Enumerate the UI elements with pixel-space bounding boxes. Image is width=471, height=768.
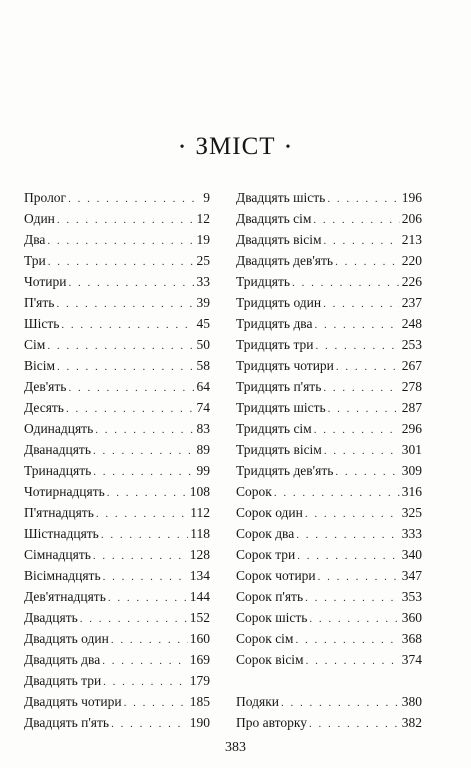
dot-leader [335, 462, 399, 483]
toc-entry [24, 418, 210, 439]
toc-entry-page: 296 [401, 421, 422, 436]
toc-entry [24, 187, 210, 208]
dot-leader [93, 462, 194, 483]
toc-entry [236, 229, 422, 250]
dot-leader [108, 588, 188, 609]
dot-leader [324, 441, 400, 462]
toc-entry [236, 649, 422, 670]
toc-entry-label: Сорок три [236, 547, 296, 562]
toc-entry-page: 206 [401, 211, 422, 226]
toc-entry-page: 196 [401, 190, 422, 205]
toc-entry-page: 267 [401, 358, 422, 373]
dot-leader [93, 546, 188, 567]
toc-entry-label: Сім [24, 337, 46, 352]
toc-entry-page: 128 [189, 547, 210, 562]
dot-leader [309, 609, 399, 630]
toc-entry [236, 523, 422, 544]
toc-entry-label: Про авторку [236, 715, 307, 730]
toc-entry [24, 439, 210, 460]
toc-entry-label: Тридцять три [236, 337, 314, 352]
toc-entry [24, 628, 210, 649]
dot-leader [297, 546, 400, 567]
dot-leader [327, 189, 399, 210]
toc-entry-label: Тридцять шість [236, 400, 326, 415]
toc-entry [24, 481, 210, 502]
toc-entry [236, 586, 422, 607]
toc-entry-page: 301 [401, 442, 422, 457]
toc-entry-page: 83 [196, 421, 210, 436]
toc-entry [236, 460, 422, 481]
toc-entry [24, 208, 210, 229]
toc-entry-label: Дванадцять [24, 442, 91, 457]
toc-entry [236, 544, 422, 565]
toc-entry-label: Тридцять п'ять [236, 379, 322, 394]
toc-entry [236, 334, 422, 355]
dot-leader [314, 420, 400, 441]
toc-entry-page: 325 [401, 505, 422, 520]
dot-leader [107, 483, 188, 504]
dot-leader [68, 378, 194, 399]
toc-entry-page: 374 [401, 652, 422, 667]
toc-entry [236, 208, 422, 229]
dot-leader [315, 315, 400, 336]
dot-leader [56, 294, 194, 315]
dot-leader [48, 252, 195, 273]
toc-entry-page: 190 [189, 715, 210, 730]
toc-entry-page: 237 [401, 295, 422, 310]
toc-entry-label: Тринадцять [24, 463, 92, 478]
toc-entry-label: Три [24, 253, 46, 268]
toc-entry-label: Тридцять сім [236, 421, 312, 436]
toc-entry [236, 481, 422, 502]
dot-leader [68, 189, 201, 210]
dot-leader [103, 567, 188, 588]
toc-entry [24, 397, 210, 418]
toc-entry-label: Сімнадцять [24, 547, 91, 562]
toc-entry-page: 220 [401, 253, 422, 268]
toc-entry-page: 253 [401, 337, 422, 352]
toc-entry-label: Сорок п'ять [236, 589, 304, 604]
toc-entry [24, 355, 210, 376]
toc-entry [24, 334, 210, 355]
toc-entry-page: 316 [401, 484, 422, 499]
toc-entry [236, 691, 422, 712]
toc-entry-page: 144 [189, 589, 210, 604]
toc-entry [24, 691, 210, 712]
toc-entry [236, 313, 422, 334]
toc-entry-page: 152 [189, 610, 210, 625]
toc-entry-label: Двадцять шість [236, 190, 326, 205]
toc-entry-label: Двадцять п'ять [24, 715, 110, 730]
toc-entry-label: Тридцять [236, 274, 291, 289]
toc-entry [236, 250, 422, 271]
toc-entry-label: П'ять [24, 295, 55, 310]
toc-entry-label: Десять [24, 400, 64, 415]
toc-entry [24, 565, 210, 586]
dot-leader [305, 588, 400, 609]
toc-entry-page: 108 [189, 484, 210, 499]
dot-leader [323, 294, 400, 315]
toc-entry [24, 712, 210, 733]
toc-left-column [24, 187, 210, 733]
toc-entry-label: Двадцять три [24, 673, 102, 688]
toc-entry-page: 19 [196, 232, 210, 247]
dot-leader [57, 357, 194, 378]
dot-leader [318, 567, 400, 588]
toc-entry [236, 607, 422, 628]
toc-entry-label: Сорок два [236, 526, 295, 541]
toc-entry [236, 502, 422, 523]
toc-entry-label: Двадцять один [24, 631, 109, 646]
dot-leader [103, 672, 188, 693]
dot-leader [313, 210, 399, 231]
toc-entry-label: Двадцять дев'ять [236, 253, 334, 268]
toc-entry [24, 607, 210, 628]
toc-entry-page: 382 [401, 715, 422, 730]
toc-entry-label: Тридцять один [236, 295, 322, 310]
toc-entry-page: 368 [401, 631, 422, 646]
dot-leader [47, 231, 194, 252]
toc-entry-page: 309 [401, 463, 422, 478]
toc-entry [236, 397, 422, 418]
toc-entry-label: Двадцять сім [236, 211, 312, 226]
dot-leader [93, 441, 195, 462]
dot-leader [335, 252, 400, 273]
dot-leader [274, 483, 400, 504]
dot-leader [296, 525, 400, 546]
toc-entry [236, 355, 422, 376]
toc-entry-label: Вісім [24, 358, 56, 373]
dot-leader [80, 609, 188, 630]
toc-entry-page: 333 [401, 526, 422, 541]
toc-entry-label: Дев'ять [24, 379, 67, 394]
toc-entry-page: 12 [196, 211, 210, 226]
toc-entry [24, 292, 210, 313]
toc-entry-page: 278 [401, 379, 422, 394]
toc-entry-page: 169 [189, 652, 210, 667]
toc-entry-page: 353 [401, 589, 422, 604]
dot-leader [328, 399, 400, 420]
toc-entry-page: 226 [401, 274, 422, 289]
toc-entry [236, 418, 422, 439]
toc-entry [236, 439, 422, 460]
toc-entry-page: 213 [401, 232, 422, 247]
dot-leader [309, 714, 400, 735]
toc-entry [236, 565, 422, 586]
toc-entry-page: 39 [196, 295, 210, 310]
dot-leader [295, 630, 399, 651]
toc-entry [236, 292, 422, 313]
toc-entry-label: Шістнадцять [24, 526, 99, 541]
toc-entry-page: 45 [196, 316, 210, 331]
dot-leader [336, 357, 400, 378]
toc-entry-page: 185 [189, 694, 210, 709]
toc-entry [236, 187, 422, 208]
dot-leader [315, 336, 399, 357]
toc-entry [24, 649, 210, 670]
toc-title [0, 133, 471, 161]
dot-leader [66, 399, 195, 420]
toc-entry-page: 33 [196, 274, 210, 289]
dot-leader [102, 651, 188, 672]
toc-entry [24, 523, 210, 544]
toc-entry [24, 670, 210, 691]
dot-leader [305, 504, 400, 525]
ornament-dot-right: • [285, 140, 292, 156]
toc-entry-label: Чотири [24, 274, 67, 289]
toc-entry [24, 271, 210, 292]
toc-entry-label: Сорок сім [236, 631, 294, 646]
toc-entry-label: Подяки [236, 694, 279, 709]
toc-entry-page: 287 [401, 400, 422, 415]
toc-entry-page: 99 [196, 463, 210, 478]
toc-entry [236, 628, 422, 649]
dot-leader [292, 273, 400, 294]
page-number: 383 [225, 740, 246, 755]
toc-entry-page: 64 [196, 379, 210, 394]
toc-entry-page: 9 [203, 190, 210, 205]
toc-entry-label: Два [24, 232, 46, 247]
dot-leader [324, 231, 400, 252]
toc-entry-label: Двадцять чотири [24, 694, 122, 709]
toc-entry [24, 502, 210, 523]
dot-leader [281, 693, 400, 714]
toc-entry [24, 376, 210, 397]
dot-leader [323, 378, 399, 399]
toc-entry-page: 380 [401, 694, 422, 709]
dot-leader [101, 525, 188, 546]
toc-entry-label: Вісімнадцять [24, 568, 101, 583]
toc-entry-label: Тридцять вісім [236, 442, 322, 457]
toc-entry-label: Пролог [24, 190, 67, 205]
dot-leader [95, 420, 194, 441]
toc-entry-page: 248 [401, 316, 422, 331]
toc-entry [236, 376, 422, 397]
toc-entry-label: Двадцять вісім [236, 232, 322, 247]
toc-entry-label: Сорок один [236, 505, 303, 520]
toc-entry [236, 712, 422, 733]
toc-entry-page: 50 [196, 337, 210, 352]
toc-entry-label: Чотирнадцять [24, 484, 105, 499]
toc-entry-label: Сорок чотири [236, 568, 316, 583]
toc-entry-page: 118 [190, 526, 210, 541]
toc-entry-page: 347 [401, 568, 422, 583]
toc-entry-page: 112 [190, 505, 210, 520]
toc-entry [24, 250, 210, 271]
toc-entry [236, 271, 422, 292]
dot-leader [111, 630, 188, 651]
dot-leader [47, 336, 194, 357]
toc-entry-page: 89 [196, 442, 210, 457]
dot-leader [57, 210, 195, 231]
toc-entry-label: Дев'ятнадцять [24, 589, 106, 604]
toc-entry-page: 360 [401, 610, 422, 625]
toc-entry-label: Двадцять [24, 610, 78, 625]
toc-entry-label: Тридцять два [236, 316, 313, 331]
toc-entry-label: Сорок шість [236, 610, 308, 625]
toc-entry-page: 340 [401, 547, 422, 562]
toc-entry-page: 25 [196, 253, 210, 268]
toc-entry-label: Сорок вісім [236, 652, 304, 667]
toc-entry-label: Двадцять два [24, 652, 101, 667]
dot-leader [68, 273, 194, 294]
dot-leader [124, 693, 188, 714]
dot-leader [111, 714, 188, 735]
toc-title-text: ЗМІСТ [195, 133, 276, 160]
ornament-dot-left: • [179, 140, 186, 156]
toc-entry-page: 160 [189, 631, 210, 646]
toc-entry [24, 586, 210, 607]
toc-entry-label: П'ятнадцять [24, 505, 94, 520]
toc-entry-page: 134 [189, 568, 210, 583]
toc-entry-page: 74 [196, 400, 210, 415]
toc-entry [24, 229, 210, 250]
toc-entry [24, 460, 210, 481]
toc-entry-label: Один [24, 211, 55, 226]
dot-leader [96, 504, 188, 525]
dot-leader [306, 651, 400, 672]
toc-entry [24, 313, 210, 334]
toc-entry-label: Сорок [236, 484, 272, 499]
toc-entry-label: Тридцять чотири [236, 358, 334, 373]
toc-entry-page: 58 [196, 358, 210, 373]
toc-entry [24, 544, 210, 565]
dot-leader [61, 315, 194, 336]
toc-entry-label: Тридцять дев'ять [236, 463, 334, 478]
toc-entry-label: Шість [24, 316, 60, 331]
toc-entry-label: Одинадцять [24, 421, 94, 436]
toc-entry-page: 179 [189, 673, 210, 688]
toc-right-column [236, 187, 422, 733]
